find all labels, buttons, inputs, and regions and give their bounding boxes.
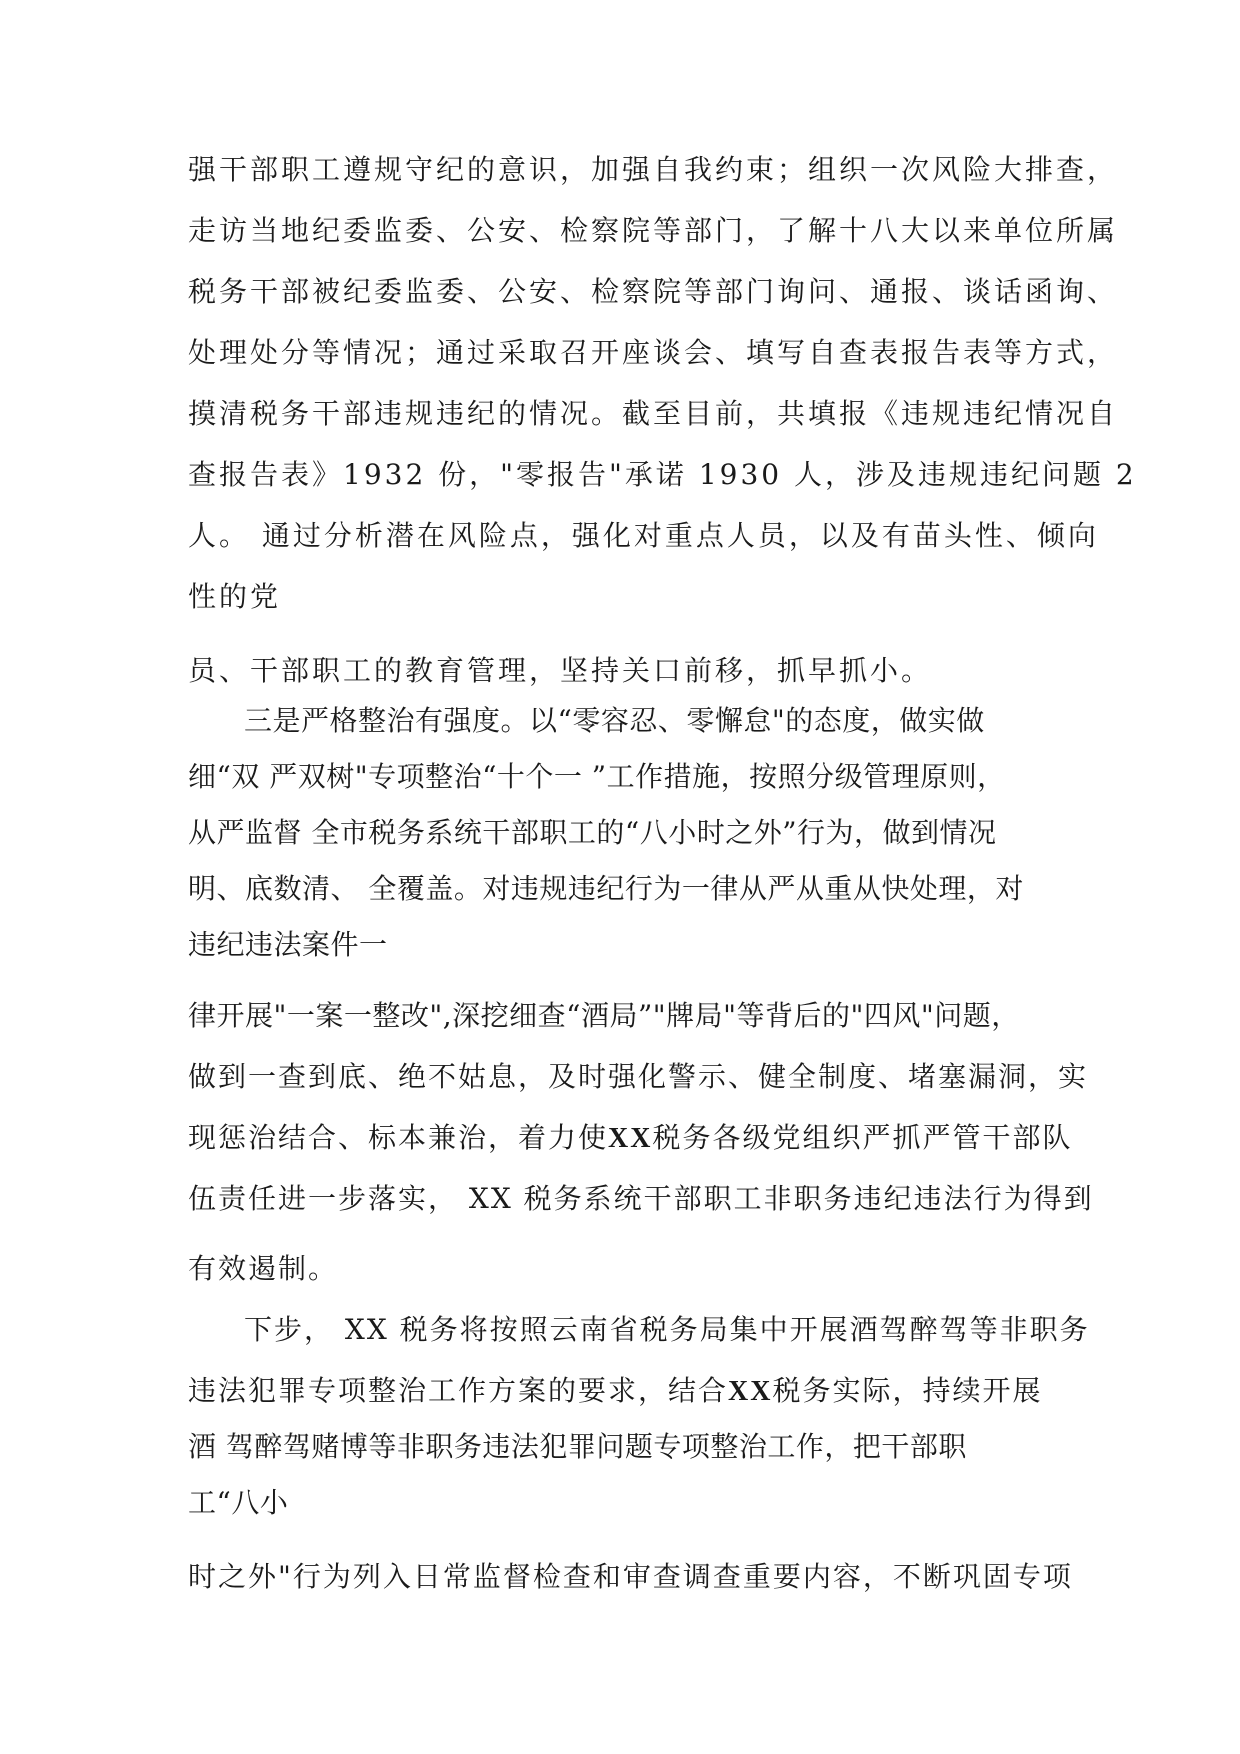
emphasis-xx: XX xyxy=(608,1123,653,1154)
text-segment: 税务各级党组织严抓严管干部队 xyxy=(652,1121,1073,1154)
text-line: 时之外"行为列入日常监督检查和审查调查重要内容，不断巩固专项 xyxy=(188,1560,1073,1593)
text-line: 做到一查到底、绝不姑息，及时强化警示、健全制度、堵塞漏洞，实 xyxy=(188,1060,1089,1093)
text-line: 工“八小 xyxy=(188,1486,289,1519)
text-line: 从严监督 全市税务系统干部职工的“八小时之外”行为，做到情况 xyxy=(188,816,997,849)
text-line: 伍责任进一步落实， XX 税务系统干部职工非职务违纪违法行为得到 xyxy=(188,1182,1094,1215)
paragraph-start-line: 下步， XX 税务将按照云南省税务局集中开展酒驾醉驾等非职务 xyxy=(244,1313,1090,1346)
text-line: 律开展"一案一整改",深挖细查“酒局”"牌局"等背后的"四风"问题， xyxy=(188,999,1020,1032)
text-line: 员、干部职工的教育管理，坚持关口前移，抓早抓小。 xyxy=(188,654,933,687)
text-line: 人。 通过分析潜在风险点，强化对重点人员，以及有苗头性、倾向 xyxy=(188,519,1099,552)
text-line: 有效遏制。 xyxy=(188,1252,339,1285)
emphasis-xx: XX xyxy=(728,1376,773,1407)
text-line: 性的党 xyxy=(188,580,282,613)
text-line: 摸清税务干部违规违纪的情况。截至目前，共填报《违规违纪情况自 xyxy=(188,397,1119,430)
text-line: 细“双 严双树"专项整治“十个一 ”工作措施，按照分级管理原则， xyxy=(188,760,1006,793)
text-line: 查报告表》1932 份，"零报告"承诺 1930 人，涉及违规违纪问题 2 xyxy=(188,458,1137,491)
text-line xyxy=(188,1118,1073,1159)
text-segment: 违法犯罪专项整治工作方案的要求，结合 xyxy=(188,1374,729,1407)
text-line: 明、底数清、 全覆盖。对违规违纪行为一律从严从重从快处理，对 xyxy=(188,872,1024,905)
text-line: 违纪违法案件一 xyxy=(188,928,388,961)
text-segment: 现惩治结合、标本兼治，着力使 xyxy=(188,1121,609,1154)
text-line: 走访当地纪委监委、公安、检察院等部门，了解十八大以来单位所属 xyxy=(188,214,1119,247)
text-line: 处理处分等情况；通过采取召开座谈会、填写自查表报告表等方式， xyxy=(188,336,1119,369)
text-line: 酒 驾醉驾赌博等非职务违法犯罪问题专项整治工作，把干部职 xyxy=(188,1430,967,1463)
text-line: 税务干部被纪委监委、公安、检察院等部门询问、通报、谈话函询、 xyxy=(188,275,1119,308)
text-line xyxy=(188,1371,1068,1412)
text-line: 强干部职工遵规守纪的意识，加强自我约束；组织一次风险大排查， xyxy=(188,153,1119,186)
paragraph-start-line: 三是严格整治有强度。以“零容忍、零懈怠"的态度，做实做 xyxy=(244,704,985,737)
text-segment: 税务实际，持续开展 xyxy=(772,1374,1043,1407)
